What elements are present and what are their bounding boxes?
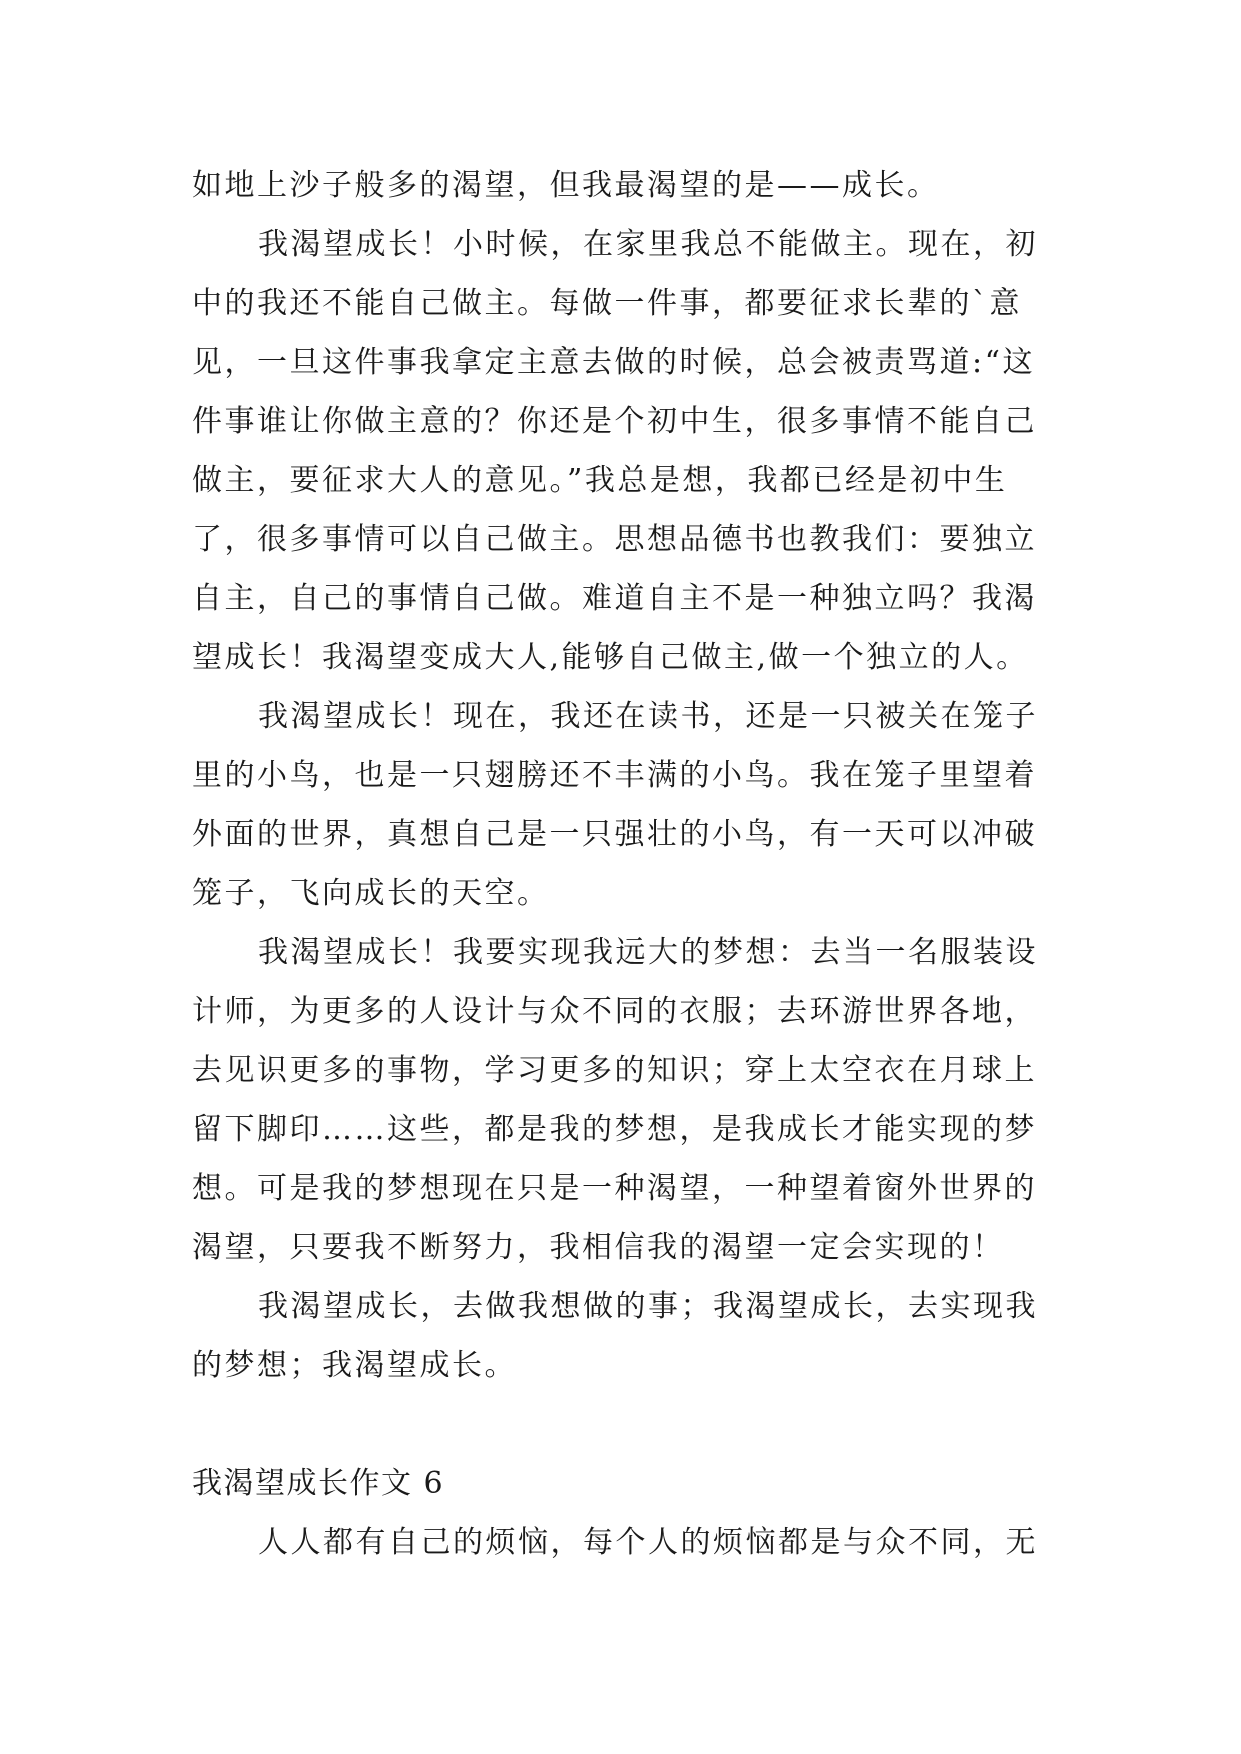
text-line: 望成长！我渴望变成大人,能够自己做主,做一个独立的人。 <box>192 640 1029 675</box>
text-line: 如地上沙子般多的渴望，但我最渴望的是——成长。 <box>192 168 940 203</box>
paragraph <box>192 923 1052 1277</box>
text-line: 我渴望成长！小时候，在家里我总不能做主。现在，初 <box>258 227 1038 262</box>
paragraph <box>192 1277 1052 1395</box>
text-line: 见，一旦这件事我拿定主意去做的时候，总会被责骂道:“这 <box>192 345 1035 380</box>
text-line: 件事谁让你做主意的？你还是个初中生，很多事情不能自己 <box>192 404 1037 439</box>
text-line: 自主，自己的事情自己做。难道自主不是一种独立吗？我渴 <box>192 581 1037 616</box>
text-line: 我渴望成长！现在，我还在读书，还是一只被关在笼子 <box>258 699 1038 734</box>
text-line: 我渴望成长，去做我想做的事；我渴望成长，去实现我 <box>258 1289 1038 1324</box>
text-line: 外面的世界，真想自己是一只强壮的小鸟，有一天可以冲破 <box>192 817 1037 852</box>
text-line: 的梦想；我渴望成长。 <box>192 1348 517 1383</box>
document-body <box>192 156 1052 1572</box>
text-line: 笼子，飞向成长的天空。 <box>192 876 550 911</box>
text-line: 人人都有自己的烦恼，每个人的烦恼都是与众不同，无 <box>258 1525 1038 1560</box>
paragraph-continuation <box>192 156 1052 215</box>
text-line: 想。可是我的梦想现在只是一种渴望，一种望着窗外世界的 <box>192 1171 1037 1206</box>
text-line: 里的小鸟，也是一只翅膀还不丰满的小鸟。我在笼子里望着 <box>192 758 1037 793</box>
text-line: 我渴望成长！我要实现我远大的梦想：去当一名服装设 <box>258 935 1038 970</box>
text-line: 留下脚印……这些，都是我的梦想，是我成长才能实现的梦 <box>192 1112 1037 1147</box>
text-line: 去见识更多的事物，学习更多的知识；穿上太空衣在月球上 <box>192 1053 1037 1088</box>
paragraph <box>192 215 1052 687</box>
text-line: 中的我还不能自己做主。每做一件事，都要征求长辈的`意 <box>192 286 1022 321</box>
text-line: 计师，为更多的人设计与众不同的衣服；去环游世界各地， <box>192 994 1037 1029</box>
text-line: 了，很多事情可以自己做主。思想品德书也教我们：要独立 <box>192 522 1037 557</box>
paragraph <box>192 687 1052 923</box>
blank-line <box>192 1395 1052 1454</box>
paragraph <box>192 1513 1052 1572</box>
text-line: 做主，要征求大人的意见。”我总是想，我都已经是初中生 <box>192 463 1008 498</box>
text-line: 渴望，只要我不断努力，我相信我的渴望一定会实现的！ <box>192 1230 1005 1265</box>
section-title: 我渴望成长作文 6 <box>192 1466 445 1501</box>
